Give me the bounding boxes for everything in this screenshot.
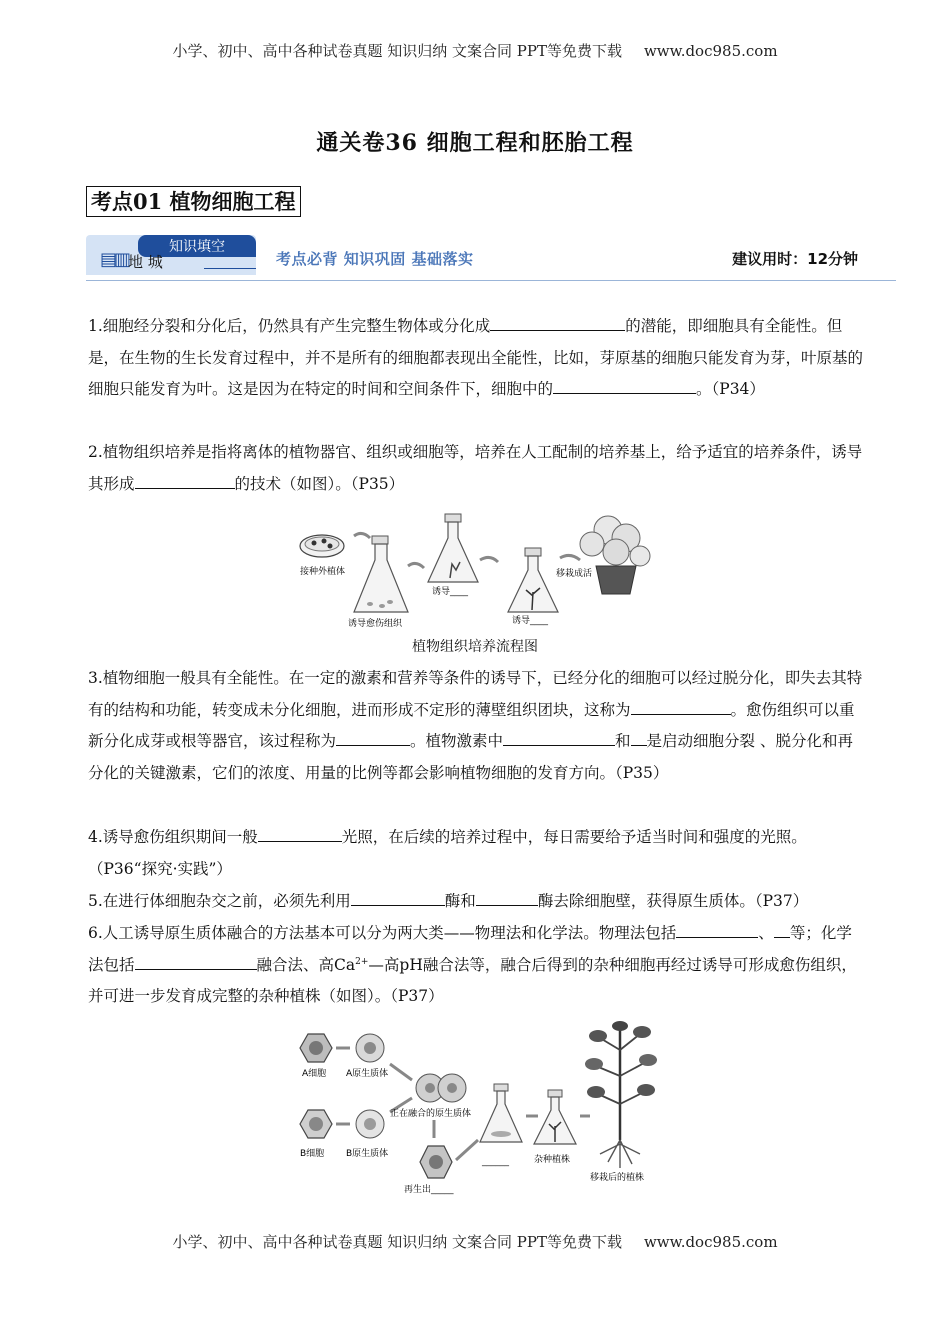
label-b-cell: B细胞 [300,1149,325,1159]
protoplast-icon [356,1110,384,1138]
label-callus: 诱导愈伤组织 [348,619,403,629]
blank-q4[interactable] [258,824,342,842]
banner-divider [86,280,896,281]
flask-icon [354,536,408,612]
question-1: 1.细胞经分裂和分化后，仍然具有产生完整生物体或分化成 的潜能，即细胞具有全能性。但是，在生物的生长发育过程中，并不是所有的细胞都表现出全能性，比如，芽原基的细胞只能发育为芽，叶原基的细胞只能发育为叶。这是因为在特定的时间和空间条件下，细胞中的 。（P34） [88,311,863,406]
question-5: 5.在进行体细胞杂交之前，必须先利用 酶和 酶去除细胞壁，获得原生质体。（P37） [88,886,863,918]
header-url[interactable]: www.doc985.com [643,42,778,60]
label-regenerate: 再生出_____ [404,1185,454,1195]
potted-plant-icon [580,516,650,594]
header-text: 小学、初中、高中各种试卷真题 知识归纳 文案合同 PPT等免费下载 [172,42,622,60]
blank-q6-a[interactable] [676,920,758,938]
blank-q5-a[interactable] [351,888,445,906]
arrow-icon [408,563,424,568]
label-blank: ______ [482,1157,509,1167]
label-explant: 接种外植体 [300,567,346,577]
fusing-protoplast-icon [416,1074,466,1102]
question-6: 6.人工诱导原生质体融合的方法基本可以分为两大类——物理法和化学法。物理法包括 、 等；化学法包括 融合法、高$Ca^{2+}—$高pH融合法等，融合后得到的杂种细胞再经过诱导可形成愈伤组织，并可进一步发育成完整的杂种植株（如图）。（P37） [88,918,863,1013]
page-header [0,40,950,61]
flask-icon [508,548,558,612]
banner-tab-label: 知识填空 [169,239,225,255]
blank-q2[interactable] [135,471,235,489]
blank-q3-a[interactable] [631,697,731,715]
flask-icon [428,514,478,582]
banner-underline [204,268,256,269]
label-transplant: 移栽成活 [556,569,593,579]
tomato-plant-icon [585,1021,657,1168]
blank-q3-b[interactable] [336,728,410,746]
protoplast-fusion-figure [294,1020,664,1196]
banner-slogan: 考点必背 知识巩固 基础落实 [276,250,474,268]
footer-text: 小学、初中、高中各种试卷真题 知识归纳 文案合同 PPT等免费下载 [172,1233,622,1251]
blank-q6-c[interactable] [135,952,257,970]
blank-q3-d[interactable] [631,728,647,746]
arrow-icon [390,1064,412,1080]
blank-q1-b[interactable] [553,376,696,394]
question-2: 2.植物组织培养是指将离体的植物器官、组织或细胞等，培养在人工配制的培养基上，给予适宜的培养条件，诱导其形成 的技术（如图）。（P35） [88,443,863,493]
label-induce-1: 诱导____ [432,587,469,597]
blank-q5-b[interactable] [476,888,538,906]
label-b-proto: B原生质体 [346,1149,389,1159]
label-fusing: 正在融合的原生质体 [390,1109,472,1119]
cell-icon [300,1034,332,1062]
page-title: 通关卷36 细胞工程和胚胎工程 [316,130,634,156]
label-a-cell: A细胞 [302,1069,327,1079]
figure-1-caption: 植物组织培养流程图 [412,639,538,655]
banner-ghost-text: 地 城 [128,253,163,271]
question-4: 4.诱导愈伤组织期间一般 光照，在后续的培养过程中，每日需要给予适当时间和强度的光照。（P36“探究·实践”） [88,822,863,885]
footer-url[interactable]: www.doc985.com [643,1233,778,1251]
petri-dish-icon [300,535,344,557]
book-icon: ▤▥ [100,249,129,270]
question-3: 3.植物细胞一般具有全能性。在一定的激素和营养等条件的诱导下，已经分化的细胞可以经过脱分化，即失去其特有的结构和功能，转变成未分化细胞，进而形成不定形的薄壁组织团块，这称为 。愈伤组织可以重新分化成芽或根等器官，该过程称为 。植物激素中 和 是启动细胞分裂 、脱分化和再分化的关键激素，它们的浓度、用量的比例等都会影响植物细胞的发育方向。（P35） [88,669,863,782]
section-heading: 考点01 植物细胞工程 [86,186,301,217]
suggested-time: 建议用时：12分钟 [732,250,858,268]
label-transplanted: 移栽后的植株 [590,1173,645,1183]
tissue-culture-figure [290,508,670,634]
arrow-icon [456,1140,478,1160]
protoplast-icon [356,1034,384,1062]
hybrid-cell-icon [420,1146,452,1178]
arrow-icon [480,557,498,562]
blank-q6-b[interactable] [774,920,790,938]
label-induce-2: 诱导____ [512,616,549,626]
cell-icon [300,1110,332,1138]
arrow-icon [354,533,370,538]
blank-q1-a[interactable] [490,313,625,331]
page-footer [0,1231,950,1252]
blank-q3-c[interactable] [503,728,615,746]
label-a-proto: A原生质体 [346,1069,389,1079]
label-hybrid: 杂种植株 [534,1155,571,1165]
section-banner [86,235,896,281]
flask-icon [534,1090,576,1144]
flask-icon [480,1084,522,1142]
arrow-icon [560,555,580,560]
